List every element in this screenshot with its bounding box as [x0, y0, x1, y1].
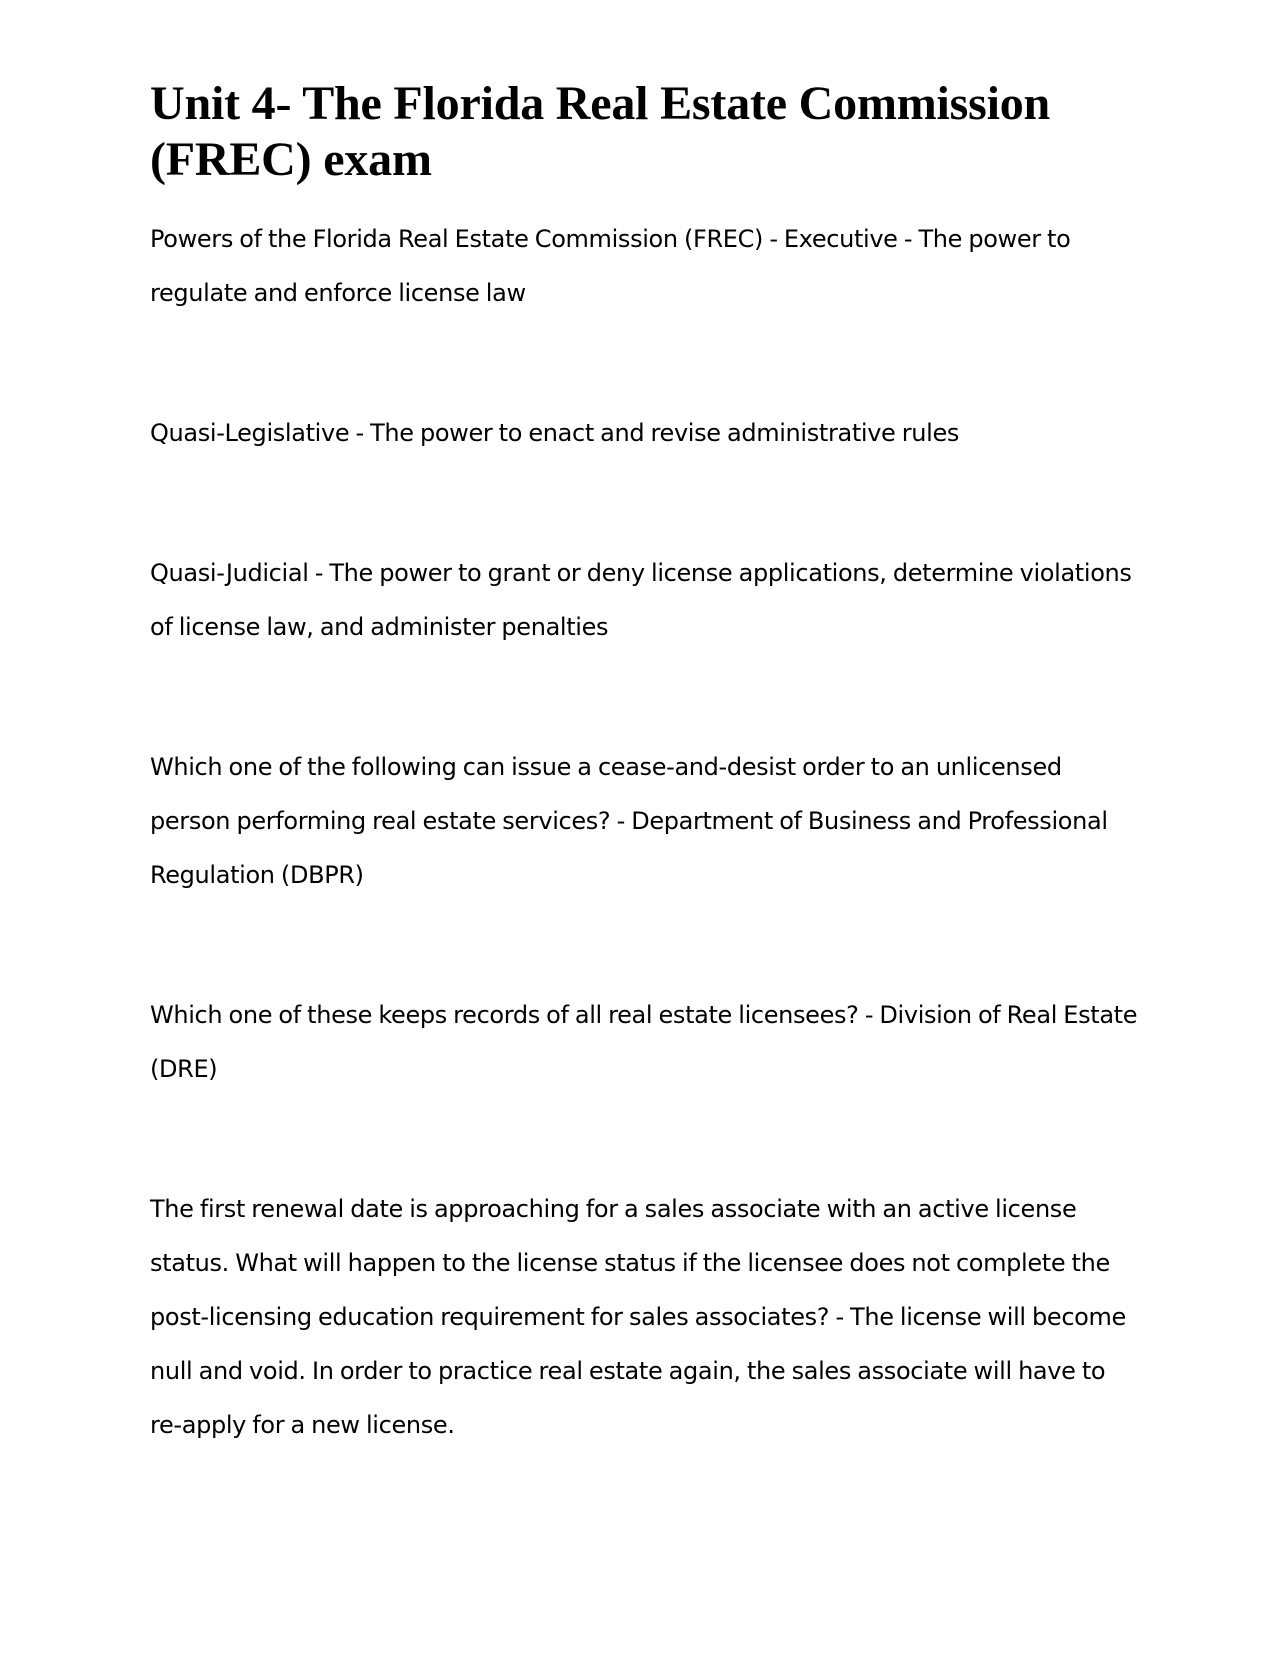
paragraph-spacer — [150, 654, 1140, 740]
document-body — [150, 76, 1140, 1452]
paragraph-renewal-question: The first renewal date is approaching for a sales associate with an active license status. What will happen to the license status if the licensee does not complete the post-licensing education requirement for sales associates? - The license will become null and void. In order to practice real estate again, the sales associate will have to re-apply for a new license. — [150, 1195, 1126, 1439]
paragraph-quasi-legislative: Quasi-Legislative - The power to enact and revise administrative rules — [150, 419, 960, 447]
paragraph-cease-and-desist-question: Which one of the following can issue a cease-and-desist order to an unlicensed person performing real estate services? - Department of Business and Professional Regulation (DBPR) — [150, 753, 1108, 889]
document-title: Unit 4- The Florida Real Estate Commission (FREC) exam — [150, 77, 1051, 186]
paragraph-frec-powers-executive: Powers of the Florida Real Estate Commission (FREC) - Executive - The power to regulate and enforce license law — [150, 225, 1071, 307]
paragraph-records-question: Which one of these keeps records of all real estate licensees? - Division of Real Estate (DRE) — [150, 1001, 1138, 1083]
paragraph-spacer — [150, 1096, 1140, 1182]
paragraph-quasi-judicial: Quasi-Judicial - The power to grant or deny license applications, determine violations of license law, and administer penalties — [150, 559, 1132, 641]
paragraph-spacer — [150, 460, 1140, 546]
paragraph-spacer — [150, 902, 1140, 988]
paragraph-spacer — [150, 320, 1140, 406]
